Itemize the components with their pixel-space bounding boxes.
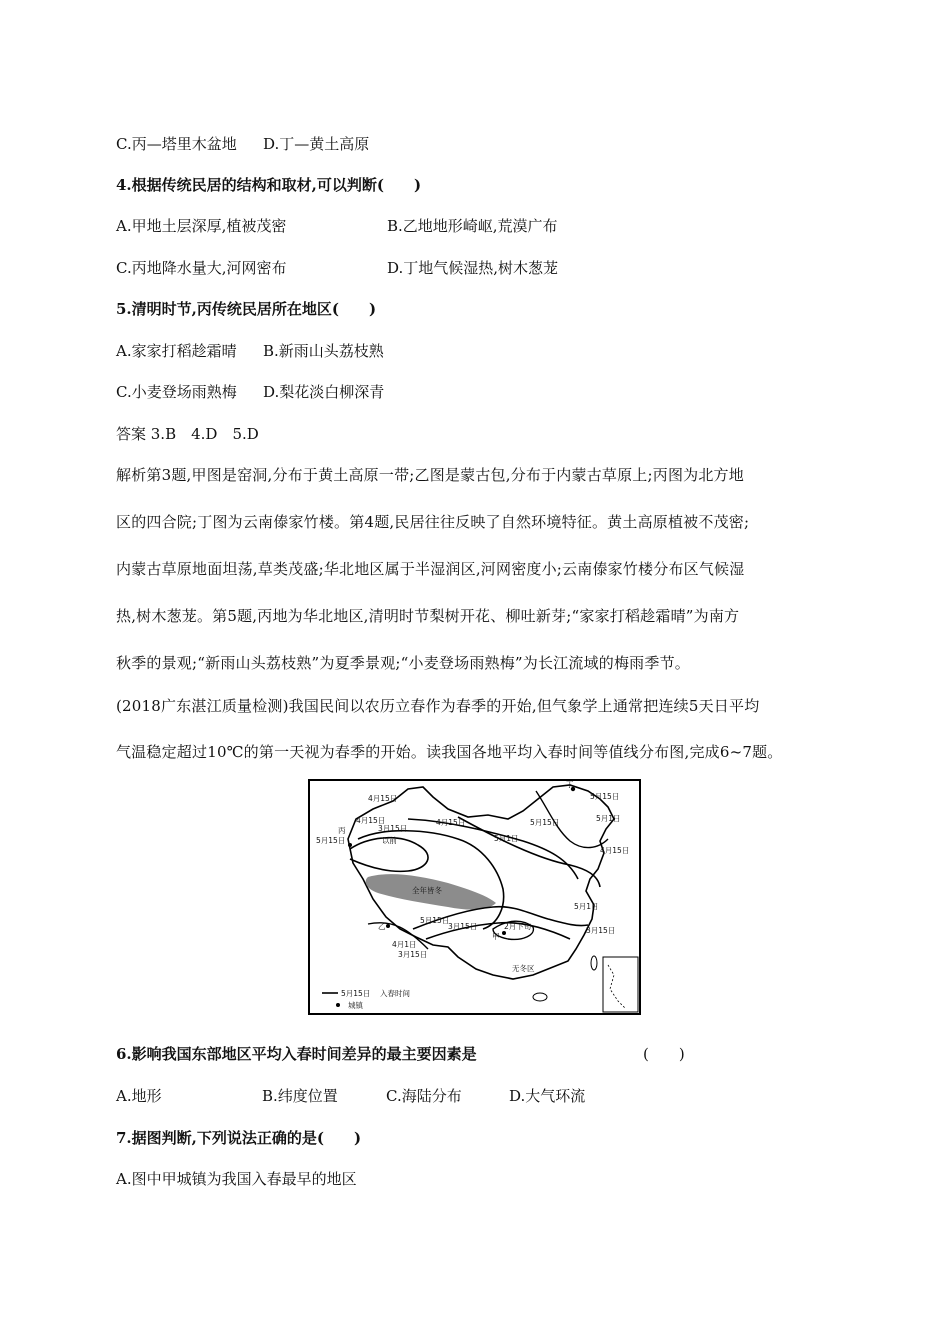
label-quannian: 全年皆冬 xyxy=(412,886,442,895)
analysis-line-5: 秋季的景观;“新雨山头荔枝熟”为夏季景观;“小麦登场雨熟梅”为长江流域的梅雨季节。 xyxy=(116,654,690,672)
answer-line: 答案 3.B 4.D 5.D xyxy=(116,425,259,443)
label-apr15-mid: 4月15日 xyxy=(436,818,466,827)
town-dot-yi xyxy=(386,924,390,928)
q6-option-c: C.海陆分布 xyxy=(386,1087,462,1105)
town-dot-jia xyxy=(502,931,506,935)
q4-stem: 4.根据传统民居的结构和取材,可以判断( ) xyxy=(116,176,422,194)
legend-line-desc: 入春时间 xyxy=(380,989,410,998)
q6-option-b: B.纬度位置 xyxy=(262,1087,338,1105)
label-ding: 丁 xyxy=(566,780,574,789)
label-mar15-before: 3月15日 xyxy=(378,824,408,833)
q5-option-c: C.小麦登场雨熟梅 xyxy=(116,383,237,401)
q6-stem: 6.影响我国东部地区平均入春时间差异的最主要因素是 xyxy=(116,1045,477,1063)
q4-option-d: D.丁地气候湿热,树木葱茏 xyxy=(387,259,559,277)
analysis-line-2: 区的四合院;丁图为云南傣家竹楼。第4题,民居往往反映了自然环境特征。黄土高原植被不茂密; xyxy=(116,513,750,531)
legend-dot-desc: 城镇 xyxy=(348,1001,363,1010)
intro-line-2: 气温稳定超过10℃的第一天视为春季的开始。读我国各地平均入春时间等值线分布图,完成6~7题。 xyxy=(116,743,783,761)
label-jia: 甲 xyxy=(492,932,500,941)
intro-line-1: (2018广东湛江质量检测)我国民间以农历立春作为春季的开始,但气象学上通常把连续5天日平均 xyxy=(116,697,760,715)
legend-dot-symbol xyxy=(336,1003,340,1007)
label-may1-e: 5月1日 xyxy=(574,902,599,911)
q7-option-a: A.图中甲城镇为我国入春最早的地区 xyxy=(116,1170,357,1188)
label-mar15-sw: 3月15日 xyxy=(448,922,478,931)
label-may1-ne: 5月1日 xyxy=(596,814,621,823)
label-yi: 乙 xyxy=(378,922,386,931)
label-may1-n: 5月1日 xyxy=(494,834,519,843)
q6-paren: ( ) xyxy=(643,1045,685,1063)
label-apr15-nw2: 4月15日 xyxy=(356,816,386,825)
town-dot-bing xyxy=(348,843,352,847)
q5-stem: 5.清明时节,丙传统民居所在地区( ) xyxy=(116,300,377,318)
label-apr15-ne: 4月15日 xyxy=(600,846,630,855)
label-mar15-e: 3月15日 xyxy=(586,926,616,935)
label-may15-sw: 5月15日 xyxy=(420,916,450,925)
label-may15-w: 5月15日 xyxy=(316,836,346,845)
legend-line-value: 5月15日 xyxy=(341,989,371,998)
q5-option-b: B.新雨山头荔枝熟 xyxy=(263,342,384,360)
q7-stem: 7.据图判断,下列说法正确的是( ) xyxy=(116,1129,362,1147)
label-apr1-sw: 4月1日 xyxy=(392,940,417,949)
label-may15-ne: 5月15日 xyxy=(590,792,620,801)
q5-option-a: A.家家打稻趁霜晴 xyxy=(116,342,237,360)
label-bing: 丙 xyxy=(338,826,346,835)
analysis-line-1: 解析第3题,甲图是窑洞,分布于黄土高原一带;乙图是蒙古包,分布于内蒙古草原上;丙图为北方地 xyxy=(116,466,744,484)
spring-onset-isoline-map xyxy=(308,779,641,1015)
analysis-line-4: 热,树木葱茏。第5题,丙地为华北地区,清明时节梨树开花、柳吐新芽;“家家打稻趁霜晴”为南方 xyxy=(116,607,740,625)
q6-option-d: D.大气环流 xyxy=(509,1087,586,1105)
q5-option-d: D.梨花淡白柳深青 xyxy=(263,383,385,401)
q6-option-a: A.地形 xyxy=(116,1087,162,1105)
q3-option-d: D.丁—黄土高原 xyxy=(263,135,370,153)
label-feb-xia: 2月下旬 xyxy=(504,922,532,931)
label-may15-n: 5月15日 xyxy=(530,818,560,827)
q4-option-b: B.乙地地形崎岖,荒漠广布 xyxy=(387,217,558,235)
q4-option-a: A.甲地土层深厚,植被茂密 xyxy=(116,217,287,235)
label-yiqian: 以前 xyxy=(382,836,397,845)
label-wudong: 无冬区 xyxy=(512,964,535,973)
label-mar15-sw2: 3月15日 xyxy=(398,950,428,959)
label-apr15-nw: 4月15日 xyxy=(368,794,398,803)
q3-option-c: C.丙—塔里木盆地 xyxy=(116,135,237,153)
analysis-line-3: 内蒙古草原地面坦荡,草类茂盛;华北地区属于半湿润区,河网密度小;云南傣家竹楼分布区气候湿 xyxy=(116,560,745,578)
q4-option-c: C.丙地降水量大,河网密布 xyxy=(116,259,287,277)
